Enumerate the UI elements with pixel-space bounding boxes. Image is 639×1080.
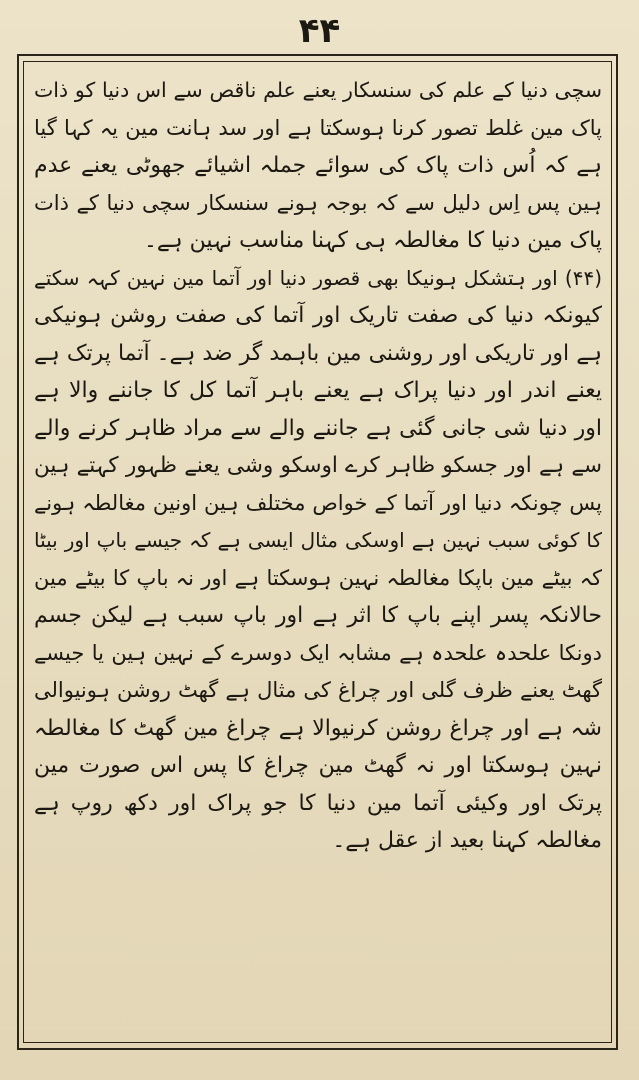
text-line: حالانکہ پسر اپنے باپ کا اثر ہے اور باپ سبب ہے لیکن جسم [34, 603, 602, 628]
text-line: پاک مین غلط تصور کرنا ہوسکتا ہے اور سد ہانت مین یہ کہا گیا [34, 115, 602, 140]
text-line: ہے اور تاریکی اور روشنی مین باہمد گر ضد ہے۔ آتما پرتک ہے [34, 340, 602, 366]
text-line: (۴۴) اور ہتشکل ہونیکا بھی قصور دنیا اور آتما مین نہین کہہ سکتے [34, 265, 602, 290]
text-line: یعنے اندر اور دنیا پراک ہے یعنے باہر آتما کل کا جاننے والا ہے [34, 378, 602, 403]
text-line: دونکا علحدہ علحدہ ہے مشابہ ایک دوسرے کے نہین ہین یا جیسے [34, 640, 602, 665]
text-line: پس چونکہ دنیا اور آتما کے خواص مختلف ہین اونین مغالطہ ہونے [34, 490, 602, 515]
page-number: ۴۴ [298, 11, 341, 51]
text-line: ہے کہ اُس ذات پاک کی سوائے جملہ اشیائے جھوٹی یعنے عدم [34, 153, 602, 178]
text-line: سے ہے اور جسکو ظاہر کرے اوسکو وشی یعنے ظہور کہتے ہین [34, 453, 602, 478]
text-line: نہین ہوسکتا اور نہ گھٹ مین چراغ کا پس اس صورت مین [34, 753, 602, 778]
text-line: کیونکہ دنیا کی صفت تاریک اور آتما کی صفت روشن ہونیکی [34, 303, 602, 328]
text-line: شہ ہے اور چراغ روشن کرنیوالا ہے چراغ مین گھٹ کا مغالطہ [34, 715, 602, 741]
text-line: کا کوئی سبب نہین ہے اوسکی مثال ایسی ہے کہ جیسے باپ اور بیٹا [34, 528, 602, 552]
text-line: پاک مین دنیا کا مغالطہ ہی کہنا مناسب نہین ہے۔ [144, 228, 602, 253]
text-line: گھٹ یعنے ظرف گلی اور چراغ کی مثال ہے گھٹ روشن ہونیوالی [34, 678, 602, 702]
body-text [34, 72, 602, 1032]
text-line: ہین پس اِس دلیل سے کہ بوجہ ہونے سنسکار سچی دنیا کے ذات [34, 190, 602, 215]
text-line: اور دنیا شی جانی گئی ہے جاننے والے سے مراد ظاہر کرنے والے [34, 415, 602, 441]
text-line: پرتک اور وکیئی آتما مین دنیا کا جو پراک اور دکھ روپ ہے [34, 790, 602, 816]
text-line: مغالطہ کہنا بعید از عقل ہے۔ [332, 828, 602, 853]
text-line: کہ بیٹے مین باپکا مغالطہ نہین ہوسکتا ہے اور نہ باپ کا بیٹے مین [34, 565, 602, 590]
text-line: سچی دنیا کے علم کی سنسکار یعنے علم ناقص سے اس دنیا کو ذات [34, 78, 602, 102]
